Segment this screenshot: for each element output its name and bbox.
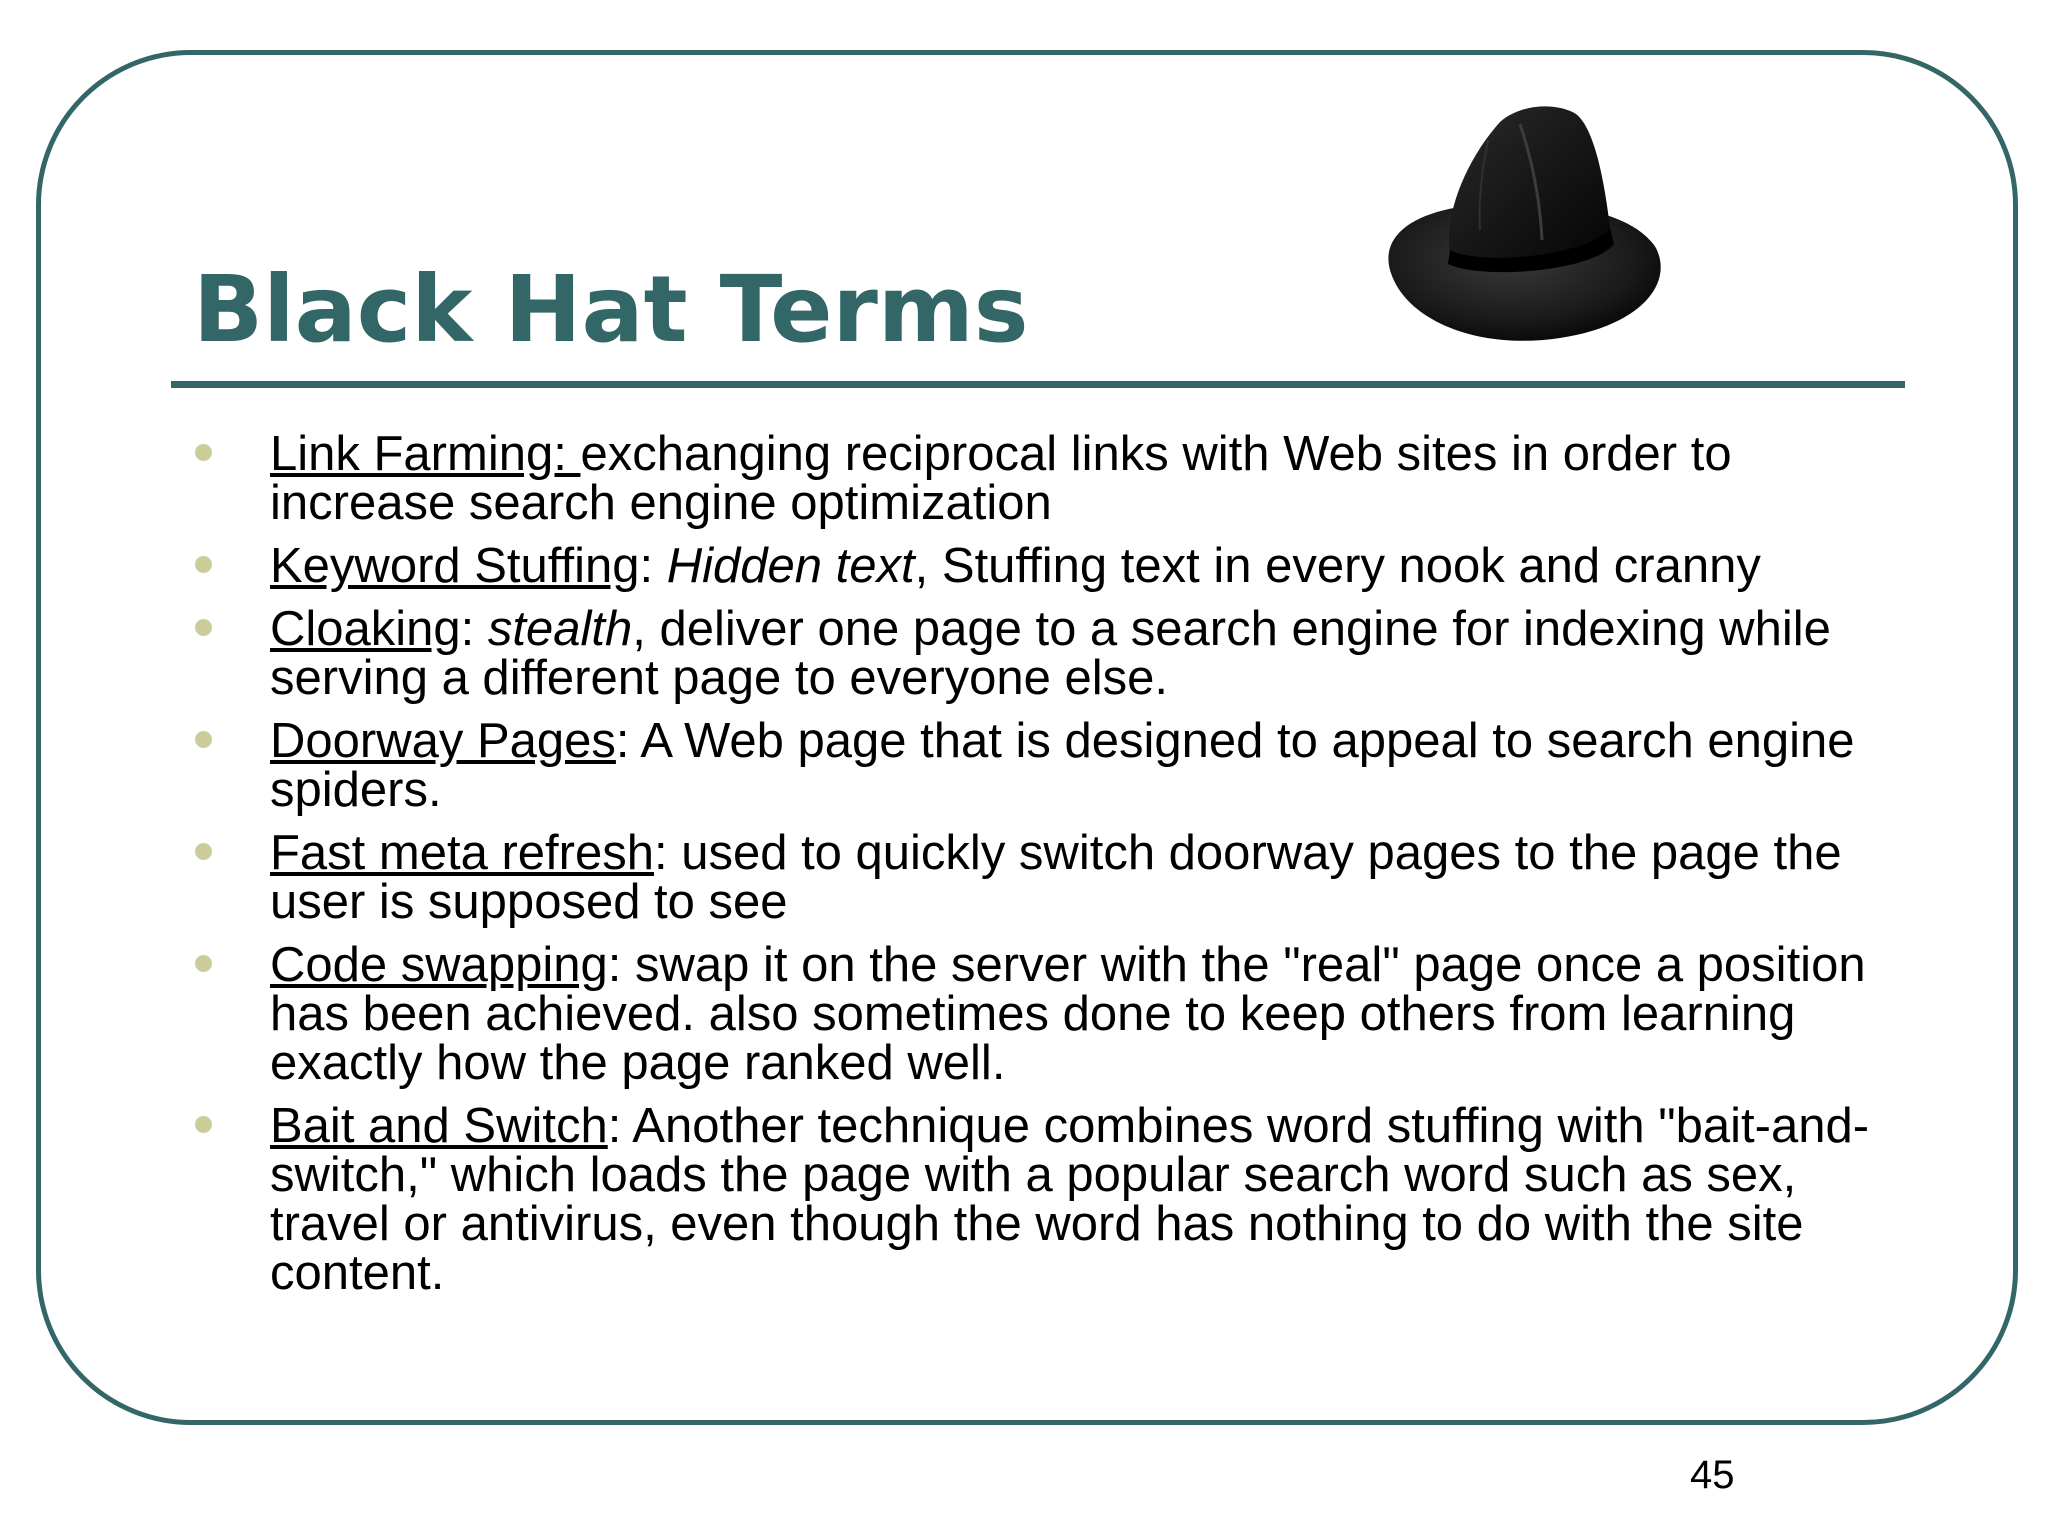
- list-item: [190, 938, 1890, 1090]
- term-emphasis: Hidden text: [666, 539, 915, 593]
- term-label: Keyword Stuffing: [270, 539, 640, 593]
- term-description: exchanging reciprocal links with Web sites in order to increase search engine optimization: [270, 427, 1732, 530]
- term-label: Cloaking: [270, 602, 461, 656]
- term-label: Fast meta refresh: [270, 826, 654, 880]
- list-item: Keyword Stuffing: Hidden text, Stuffing text in every nook and cranny: [190, 542, 1890, 591]
- term-description: , Stuffing text in every nook and cranny: [914, 539, 1761, 593]
- term-label: Link Farming:: [270, 427, 581, 481]
- bullet-icon: [195, 843, 212, 860]
- bullet-icon: [195, 444, 212, 461]
- slide-title: Black Hat Terms: [193, 256, 1029, 363]
- bullet-icon: [195, 1116, 212, 1133]
- list-item: [190, 1099, 1890, 1300]
- bullet-icon: [195, 556, 212, 573]
- list-item: [190, 427, 1890, 530]
- title-divider: [171, 381, 1905, 388]
- bullet-list: [190, 427, 1890, 1312]
- term-description: , deliver one page to a search engine for indexing while serving a different page to everyone else.: [270, 602, 1831, 705]
- bullet-icon: [195, 619, 212, 636]
- term-label: Code swapping: [270, 938, 608, 992]
- list-item: Cloaking: stealth, deliver one page to a search engine for indexing while serving a different page to everyone else.: [190, 605, 1890, 703]
- page-number: 45: [1690, 1453, 1735, 1497]
- term-description: : A Web page that is designed to appeal to search engine spiders.: [270, 714, 1855, 817]
- term-label: Bait and Switch: [270, 1099, 608, 1153]
- fedora-hat-icon: [1370, 100, 1670, 355]
- bullet-icon: [195, 731, 212, 748]
- list-item: [190, 714, 1890, 817]
- term-description: : swap it on the server with the "real" page once a position has been achieved. also sometimes done to keep others from learning exactly how the page ranked well.: [270, 938, 1866, 1090]
- term-emphasis: stealth: [487, 602, 633, 656]
- term-description: : Another technique combines word stuffing with "bait-and-switch," which loads the page with a popular search word such as sex, travel or antivirus, even though the word has nothing to do with the site content.: [270, 1099, 1870, 1300]
- bullet-icon: [195, 955, 212, 972]
- term-label: Doorway Pages: [270, 714, 616, 768]
- term-description: : used to quickly switch doorway pages to the page the user is supposed to see: [270, 826, 1842, 929]
- list-item: [190, 826, 1890, 929]
